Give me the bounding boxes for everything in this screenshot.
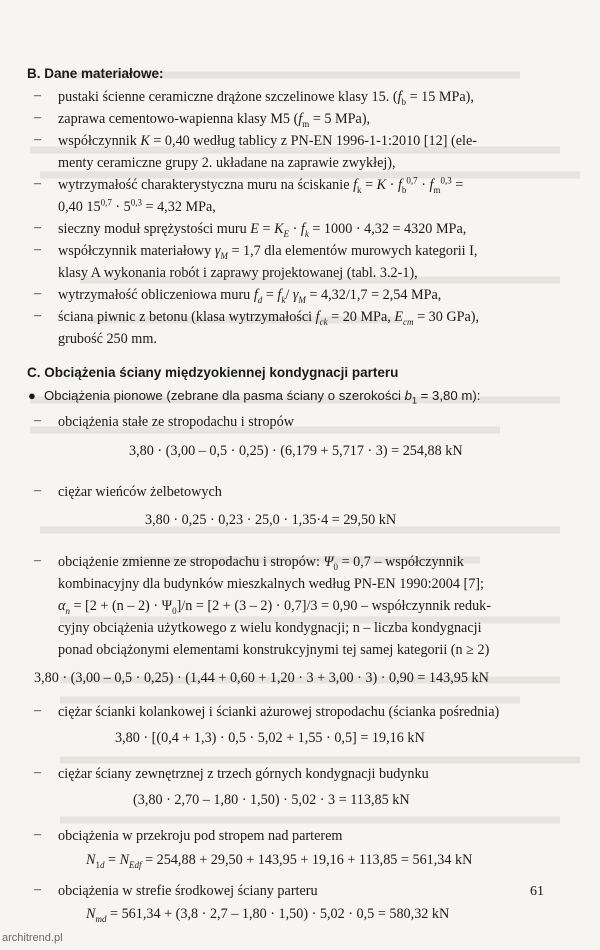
section-c-heading: C. Obciążenia ściany międzyokiennej kondygnacji parteru — [27, 365, 399, 380]
list-item: sieczny moduł sprężystości muru $E = K_E \cdot f_k = 1000 \cdot 4,32 = 4320$ MPa, — [58, 221, 467, 239]
list-item: wytrzymałość obliczeniowa muru $f_d = f_k/$ $\gamma_M = 4,32/1,7 = 2,54$ MPa, — [58, 287, 442, 305]
list-item: ciężar wieńców żelbetowych — [58, 484, 222, 500]
list-item-continuation: ponad obciążonymi elementami konstrukcyjnymi tej samej kategorii (n ≥ 2) — [58, 642, 490, 658]
bullet-item: Obciążenia pionowe (zebrane dla pasma ściany o szerokości $b_1 = 3,80$ m): — [44, 388, 481, 406]
dash-marker: – — [34, 286, 41, 301]
list-item: zaprawa cementowo-wapienna klasy M5 ($f_m = 5$ MPa), — [58, 111, 371, 129]
list-item-continuation: klasy A wykonania robót i zaprawy projektowanej (tabl. 3.2-1), — [58, 265, 418, 281]
list-item-continuation: kombinacyjny dla budynków mieszkalnych według PN-EN 1990:2004 [7]; — [58, 576, 484, 592]
equation: 3,80 · (3,00 – 0,5 · 0,25) · (6,179 + 5,717 · 3) = 254,88 kN — [129, 443, 463, 459]
dash-marker: – — [34, 110, 41, 125]
dash-marker: – — [34, 308, 41, 323]
list-item: ciężar ścianki kolankowej i ścianki ażurowej stropodachu (ścianka pośrednia) — [58, 704, 500, 720]
watermark: architrend.pl — [2, 932, 63, 944]
dash-marker: – — [34, 827, 41, 842]
list-item-continuation: menty ceramiczne grupy 2. układane na zaprawie zwykłej), — [58, 155, 396, 171]
list-item: ciężar ściany zewnętrznej z trzech górnych kondygnacji budynku — [58, 766, 429, 782]
dash-marker: – — [34, 242, 41, 257]
list-item: obciążenia w przekroju pod stropem nad parterem — [58, 828, 343, 844]
list-item-continuation: 0,40 $15^{0,7} \cdot 5^{0,3} = 4,32$ MPa, — [58, 197, 216, 215]
equation: $N_{md} = 561,34 + (3,8 \cdot 2,7 - 1,80 \cdot 1,50) \cdot 5,02 \cdot 0,5 = 580,32$ kN — [86, 906, 450, 924]
list-item-continuation: grubość 250 mm. — [58, 331, 157, 347]
list-item: współczynnik K = 0,40 według tablicy z PN-EN 1996-1-1:2010 [12] (ele- — [58, 133, 477, 149]
equation: 3,80 · (3,00 – 0,5 · 0,25) · (1,44 + 0,60 + 1,20 · 3 + 3,00 · 3) · 0,90 = 143,95 kN — [34, 670, 489, 686]
section-b-heading: B. Dane materiałowe: — [27, 66, 164, 81]
list-item: ściana piwnic z betonu (klasa wytrzymałości $f_{ck} = 20$ MPa, $E_{cm} = 30$ GPa), — [58, 309, 480, 327]
equation: (3,80 · 2,70 – 1,80 · 1,50) · 5,02 · 3 = 113,85 kN — [133, 792, 410, 808]
dash-marker: – — [34, 703, 41, 718]
dash-marker: – — [34, 765, 41, 780]
list-item-continuation: cyjny obciążenia użytkowego z wielu kondygnacji; n – liczba kondygnacji — [58, 620, 482, 636]
list-item: współczynnik materiałowy $\gamma_M = 1,7$ dla elementów murowych kategorii I, — [58, 243, 478, 261]
dash-marker: – — [34, 176, 41, 191]
bullet-icon: ● — [28, 388, 36, 403]
dash-marker: – — [34, 483, 41, 498]
dash-marker: – — [34, 882, 41, 897]
list-item: wytrzymałość charakterystyczna muru na ściskanie $f_k = K \cdot f_b^{0,7} \cdot f_m^{0,3}$ = — [58, 175, 464, 195]
list-item: obciążenie zmienne ze stropodachu i stropów: $\Psi_0 = 0,7$ – współczynnik — [58, 554, 464, 572]
dash-marker: – — [34, 220, 41, 235]
page-number: 61 — [530, 884, 544, 899]
dash-marker: – — [34, 88, 41, 103]
equation: 3,80 · 0,25 · 0,23 · 25,0 · 1,35·4 = 29,50 kN — [145, 512, 397, 528]
list-item: obciążenia stałe ze stropodachu i stropów — [58, 414, 294, 430]
dash-marker: – — [34, 553, 41, 568]
dash-marker: – — [34, 413, 41, 428]
list-item: pustaki ścienne ceramiczne drążone szczelinowe klasy 15. ($f_b = 15$ MPa), — [58, 89, 474, 107]
list-item: obciążenia w strefie środkowej ściany parteru — [58, 883, 318, 899]
list-item-continuation: $\alpha_n = [2 + (n - 2) \cdot \Psi_0]/n = [2 + (3 - 2) \cdot 0,7]/3 = 0,90$ – współczynnik reduk- — [58, 598, 491, 616]
equation: 3,80 · [(0,4 + 1,3) · 0,5 · 5,02 + 1,55 · 0,5] = 19,16 kN — [115, 730, 425, 746]
equation: $N_{1d} = N_{Edf} = 254,88 + 29,50 + 143,95 + 19,16 + 113,85 = 561,34$ kN — [86, 852, 473, 870]
dash-marker: – — [34, 132, 41, 147]
